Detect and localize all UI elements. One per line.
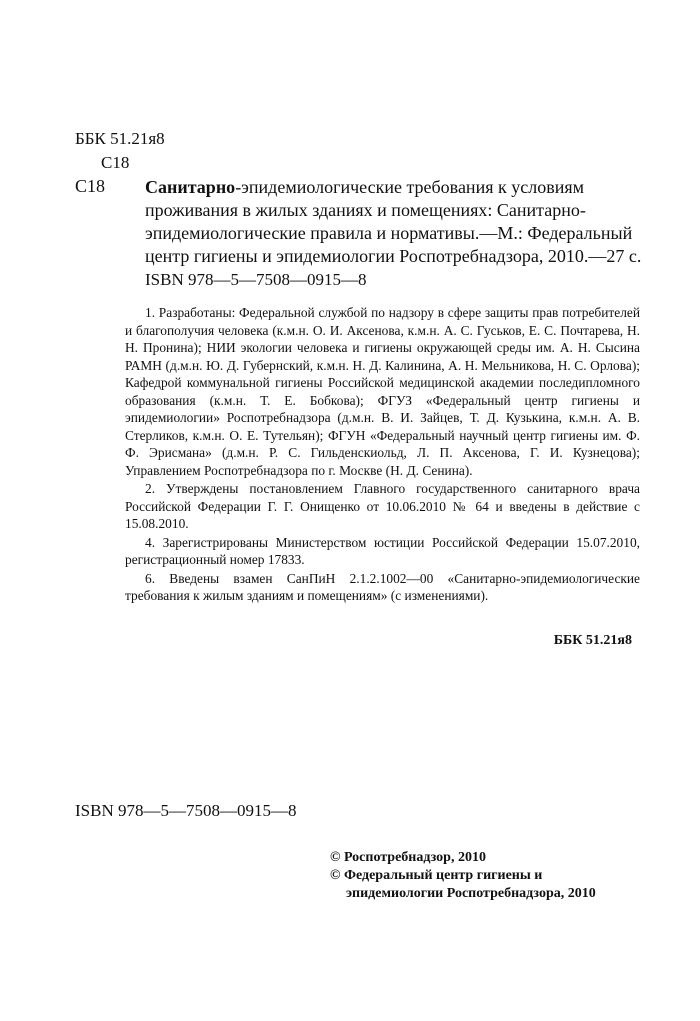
copyright-block	[330, 849, 630, 903]
note-item: 4. Зарегистрированы Министерством юстиции Российской Федерации 15.07.2010, регистрационный номер 17833.	[125, 534, 640, 567]
note-item: 1. Разработаны: Федеральной службой по надзору в сфере защиты прав потребителей и благополучия человека (к.м.н. О. И. Аксенова, к.м.н. А. С. Гуськов, Е. С. Почтарева, Н. Н. Пронина); НИИ экологии человека и гигиены окружающей среды им. А. Н. Сысина РАМН (д.м.н. Ю. Д. Губернский, к.м.н. Н. Д. Калинина, А. Н. Мельникова, Н. С. Орлова); Кафедрой коммунальной гигиены Российской медицинской академии последипломного образования (к.м.н. Т. Е. Бобкова); ФГУЗ «Федеральный центр гигиены и эпидемиологии» Роспотребнадзора (д.м.н. В. И. Зайцев, Т. Д. Кузькина, к.м.н. А. В. Стерликов, к.м.н. О. Е. Тутельян); ФГУН «Федеральный научный центр гигиены им. Ф. Ф. Эрисмана» (д.м.н. Р. С. Гильденскиольд, Л. П. Аксенова, Г. И. Кузнецова); Управлением Роспотребнадзора по г. Москве (Н. Д. Сенина).	[125, 305, 640, 478]
record-title-rest: -эпидемиологические требования к условиям проживания в жилых зданиях и помещениях: Санитарно-эпидемиологические правила и нормативы.—М.: Федеральный центр гигиены и эпидемиологии Роспотребнадзора, 2010.—27 с.	[145, 177, 642, 266]
notes-section	[125, 304, 640, 605]
record-title-bold: Санитарно	[145, 177, 236, 197]
isbn-bottom: ISBN 978—5—7508—0915—8	[75, 801, 297, 820]
copyright-line: эпидемиологии Роспотребнадзора, 2010	[346, 886, 596, 901]
bibliographic-record	[145, 176, 650, 268]
note-item: 6. Введены взамен СанПиН 2.1.2.1002—00 «Санитарно-эпидемиологические требования к жилым зданиям и помещениям» (с изменениями).	[125, 570, 640, 603]
author-mark: С18	[101, 153, 130, 172]
bbk-block-top	[75, 127, 165, 175]
copyright-line: © Роспотребнадзор, 2010	[330, 850, 486, 865]
bbk-code: ББК 51.21я8	[75, 129, 165, 148]
isbn-middle: ISBN 978—5—7508—0915—8	[145, 270, 367, 289]
record-author-mark: С18	[75, 176, 106, 196]
note-item: 2. Утверждены постановлением Главного государственного санитарного врача Российской Федерации Г. Г. Онищенко от 10.06.2010 № 64 и введены в действие с 15.08.2010.	[125, 481, 640, 531]
bbk-code-right: ББК 51.21я8	[553, 633, 632, 648]
copyright-line: © Федеральный центр гигиены и	[330, 868, 543, 883]
